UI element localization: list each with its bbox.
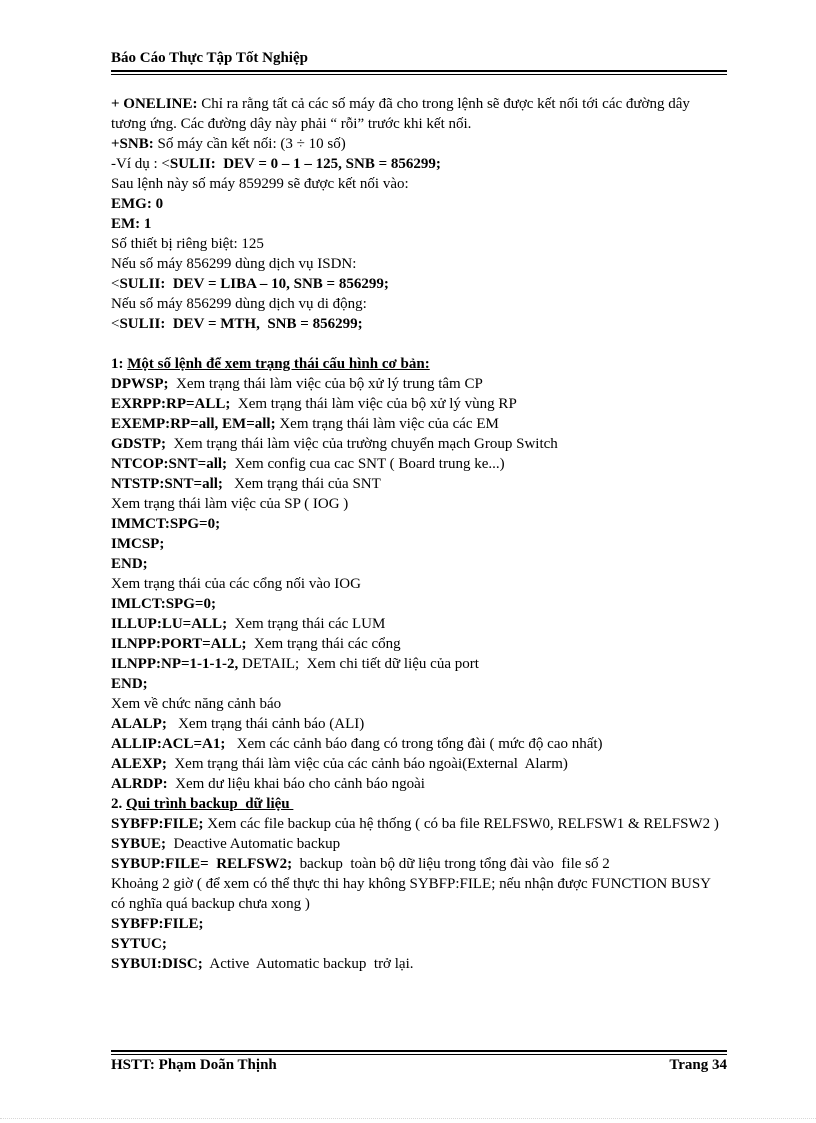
text-segment: Xem trạng thái các LUM <box>227 616 386 632</box>
text-segment: Qui trình backup dữ liệu <box>126 796 294 812</box>
page-header <box>111 48 727 68</box>
text-line <box>111 754 727 774</box>
text-segment: SULII: DEV = MTH, SNB = 856299; <box>119 316 363 332</box>
text-segment: Active Automatic backup trở lại. <box>202 956 414 972</box>
text-segment: Xem trạng thái của SNT <box>222 476 381 492</box>
text-segment: EM: 1 <box>111 216 152 232</box>
text-line <box>111 94 727 134</box>
text-line <box>111 454 727 474</box>
text-line <box>111 174 727 194</box>
text-segment: IMCSP; <box>111 536 165 552</box>
text-segment: Xem các file backup của hệ thống ( có ba file RELFSW0, RELFSW1 & RELFSW2 ) <box>203 816 719 832</box>
text-segment: Xem trạng thái làm việc của SP ( IOG ) <box>111 496 349 512</box>
text-segment: < <box>111 276 120 292</box>
text-segment: SYBFP:FILE; <box>111 916 204 932</box>
text-segment: backup toàn bộ dữ liệu trong tổng đài vào file số 2 <box>292 856 610 872</box>
text-line <box>111 614 727 634</box>
text-segment: +SNB: <box>111 136 154 152</box>
text-segment: EXEMP:RP=all, EM=all; <box>111 416 276 432</box>
text-line <box>111 434 727 454</box>
text-line <box>111 274 727 294</box>
text-line <box>111 854 727 874</box>
text-segment: Một số lệnh để xem trạng thái cấu hình cơ bản: <box>127 356 430 372</box>
text-segment: Xem trạng thái làm việc của các cảnh báo ngoài(External Alarm) <box>166 756 568 772</box>
text-line <box>111 654 727 674</box>
text-line <box>111 714 727 734</box>
text-segment: NTCOP:SNT=all; <box>111 456 228 472</box>
text-segment: SYBUP:FILE= RELFSW2; <box>111 856 293 872</box>
text-segment: END; <box>111 676 148 692</box>
text-segment: Số thiết bị riêng biệt: 125 <box>111 236 264 252</box>
document-title: Báo Cáo Thực Tập Tốt Nghiệp <box>111 50 308 66</box>
text-line <box>111 494 727 514</box>
text-segment: SYBUI:DISC; <box>111 956 203 972</box>
text-segment: Xem các cảnh báo đang có trong tổng đài ( mức độ cao nhất) <box>225 736 603 752</box>
text-line <box>111 414 727 434</box>
text-segment: Xem dư liệu khai báo cho cảnh báo ngoài <box>167 776 425 792</box>
text-segment: SYBUE; <box>111 836 167 852</box>
text-segment: 1: <box>111 356 128 372</box>
text-segment: Nếu số máy 856299 dùng dịch vụ di động: <box>111 296 367 312</box>
text-line <box>111 214 727 234</box>
text-segment: IMLCT:SPG=0; <box>111 596 216 612</box>
text-segment <box>111 336 115 352</box>
text-line <box>111 514 727 534</box>
text-line <box>111 194 727 214</box>
text-line <box>111 394 727 414</box>
text-line <box>111 234 727 254</box>
text-segment: SYBFP:FILE; <box>111 816 204 832</box>
text-line <box>111 294 727 314</box>
text-segment: ALRDP: <box>111 776 168 792</box>
text-segment: 2. <box>111 796 126 812</box>
text-line <box>111 374 727 394</box>
text-line <box>111 474 727 494</box>
text-segment: SULII: DEV = LIBA – 10, SNB = 856299; <box>119 276 389 292</box>
text-line <box>111 834 727 854</box>
text-segment: Xem trạng thái cảnh báo (ALI) <box>166 716 365 732</box>
header-rule <box>111 70 727 75</box>
text-segment: SYTUC; <box>111 936 167 952</box>
text-line <box>111 874 727 914</box>
text-segment: ILNPP:NP=1-1-1-2, <box>111 656 239 672</box>
text-segment: DETAIL; Xem chi tiết dữ liệu của port <box>238 656 479 672</box>
text-segment: Xem trạng thái các cổng <box>246 636 401 652</box>
text-segment: ILNPP:PORT=ALL; <box>111 636 247 652</box>
text-segment: EMG: 0 <box>111 196 164 212</box>
text-line <box>111 794 727 814</box>
text-line <box>111 814 727 834</box>
text-segment: Xem config cua cac SNT ( Board trung ke...) <box>227 456 505 472</box>
text-line <box>111 774 727 794</box>
text-segment: Xem trạng thái làm việc của các EM <box>275 416 499 432</box>
text-line <box>111 554 727 574</box>
text-segment: < <box>111 316 120 332</box>
footer-page-number: Trang 34 <box>669 1057 727 1073</box>
text-segment: ALEXP; <box>111 756 167 772</box>
text-segment: END; <box>111 556 148 572</box>
text-segment: ALALP; <box>111 716 167 732</box>
text-line <box>111 314 727 334</box>
text-segment: Deactive Automatic backup <box>166 836 341 852</box>
text-line <box>111 734 727 754</box>
text-line <box>111 634 727 654</box>
text-line <box>111 334 727 354</box>
text-segment: + ONELINE: <box>111 96 198 112</box>
text-segment: Khoảng 2 giờ ( để xem có thể thực thi hay không SYBFP:FILE; nếu nhận được FUNCTION BUSY có nghĩa quá backup chưa xong ) <box>111 876 711 912</box>
text-segment: GDSTP; <box>111 436 167 452</box>
text-line <box>111 594 727 614</box>
text-segment: SULII: DEV = 0 – 1 – 125, SNB = 856299; <box>169 156 441 172</box>
text-segment: Xem trạng thái làm việc của bộ xử lý vùng RP <box>230 396 517 412</box>
text-line <box>111 354 727 374</box>
text-line <box>111 534 727 554</box>
text-segment: Xem trạng thái làm việc của trường chuyển mạch Group Switch <box>166 436 558 452</box>
text-segment: IMMCT:SPG=0; <box>111 516 221 532</box>
text-line <box>111 694 727 714</box>
text-segment: Xem trạng thái làm việc của bộ xử lý trung tâm CP <box>168 376 483 392</box>
text-line <box>111 574 727 594</box>
text-line <box>111 134 727 154</box>
text-segment: Sau lệnh này số máy 859299 sẽ được kết nối vào: <box>111 176 409 192</box>
text-segment: DPWSP; <box>111 376 169 392</box>
text-line <box>111 674 727 694</box>
text-segment: Xem trạng thái của các cổng nối vào IOG <box>111 576 361 592</box>
text-segment: Số máy cần kết nối: (3 ÷ 10 số) <box>153 136 346 152</box>
text-segment: Chỉ ra rằng tất cả các số máy đã cho trong lệnh sẽ được kết nối tới các đường dây tương ứng. Các đường dây này phải “ rỗi” trước khi kết nối. <box>111 96 690 132</box>
text-segment: ILLUP:LU=ALL; <box>111 616 228 632</box>
text-segment: Nếu số máy 856299 dùng dịch vụ ISDN: <box>111 256 357 272</box>
text-line <box>111 154 727 174</box>
text-segment: Xem về chức năng cảnh báo <box>111 696 282 712</box>
text-segment: -Ví dụ : < <box>111 156 170 172</box>
text-line <box>111 254 727 274</box>
footer-rule <box>111 1050 727 1055</box>
document-body <box>111 94 727 974</box>
text-segment: EXRPP:RP=ALL; <box>111 396 231 412</box>
text-segment: ALLIP:ACL=A1; <box>111 736 226 752</box>
page-edge <box>0 1118 816 1119</box>
text-line <box>111 914 727 934</box>
text-line <box>111 954 727 974</box>
footer-author: HSTT: Phạm Doãn Thịnh <box>111 1057 277 1073</box>
text-line <box>111 934 727 954</box>
text-segment: NTSTP:SNT=all; <box>111 476 223 492</box>
